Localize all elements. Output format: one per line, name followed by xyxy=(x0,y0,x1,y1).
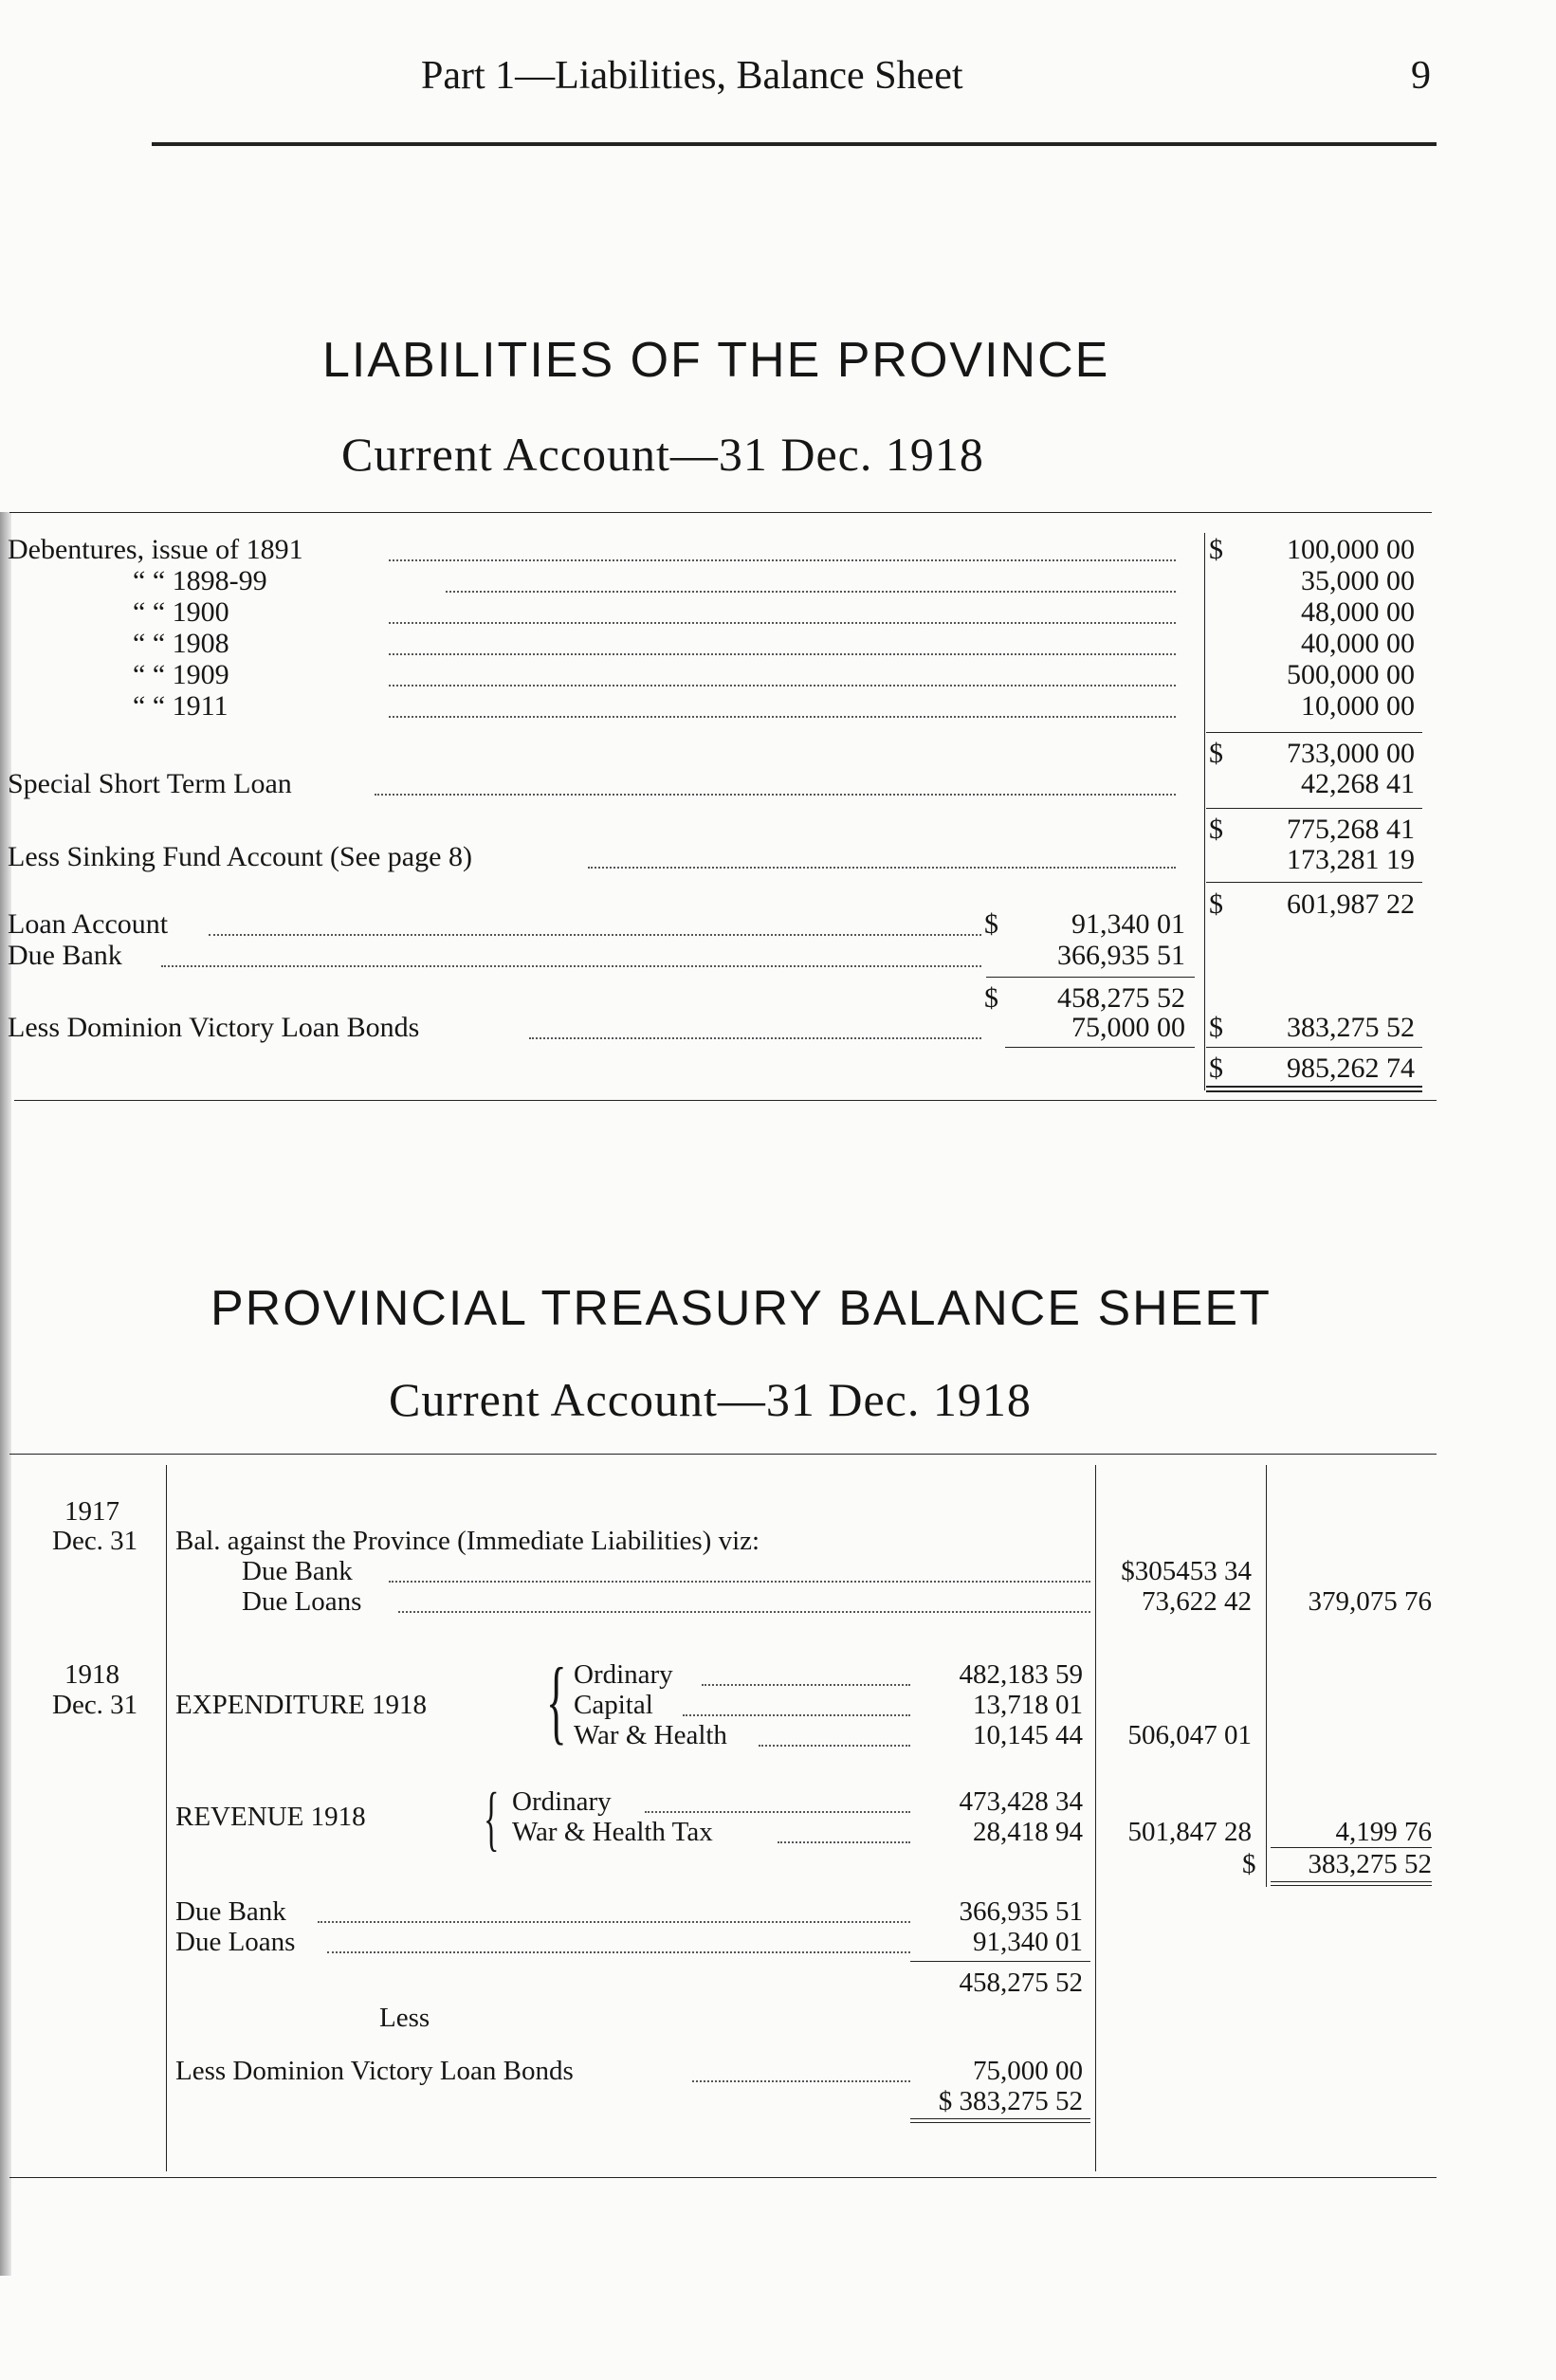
leader-dots xyxy=(778,1841,910,1843)
leader-dots xyxy=(161,965,981,967)
loan-subtotal: 458,275 52 xyxy=(1057,982,1185,1014)
dollar-sign: $ xyxy=(1242,1849,1256,1879)
balance-label: Bal. against the Province (Immediate Liabilities) viz: xyxy=(175,1526,760,1556)
due-loans-amount: 91,340 01 xyxy=(973,1927,1083,1957)
leader-dots xyxy=(588,867,1176,869)
sum-rule xyxy=(1005,1047,1195,1048)
leader-dots xyxy=(529,1037,981,1039)
dollar-sign: $ xyxy=(1209,1053,1223,1084)
subtotal-after-sinking: 601,987 22 xyxy=(1287,888,1415,920)
date-day: Dec. 31 xyxy=(52,1526,138,1556)
debenture-label: “ “ 1908 xyxy=(133,628,229,659)
dollar-sign: $ xyxy=(984,908,998,940)
dollar-sign: $ xyxy=(1209,534,1223,565)
due-loans-amount: 73,622 42 xyxy=(1142,1586,1252,1617)
debenture-label: “ “ 1911 xyxy=(133,690,229,722)
expenditure-total: 506,047 01 xyxy=(1127,1720,1252,1750)
date-day: Dec. 31 xyxy=(52,1690,138,1720)
leader-dots xyxy=(375,794,1176,796)
balance-total: 379,075 76 xyxy=(1308,1586,1432,1617)
revenue-item: War & Health Tax xyxy=(512,1817,713,1847)
victory-bonds-label: Less Dominion Victory Loan Bonds xyxy=(175,2056,574,2086)
running-header: Part 1—Liabilities, Balance Sheet xyxy=(421,54,963,98)
sum-rule xyxy=(1271,1847,1432,1848)
leader-dots xyxy=(389,1581,1090,1583)
special-loan-label: Special Short Term Loan xyxy=(8,768,292,799)
double-rule xyxy=(910,2118,1090,2119)
double-rule xyxy=(910,2122,1090,2123)
date-year: 1918 xyxy=(64,1659,119,1690)
debenture-amount: 500,000 00 xyxy=(1287,659,1415,690)
expenditure-amount: 13,718 01 xyxy=(973,1690,1083,1720)
debenture-label: Debentures, issue of 1891 xyxy=(8,534,303,565)
liabilities-subtitle: Current Account—31 Dec. 1918 xyxy=(341,428,984,481)
date-column-rule xyxy=(166,1465,167,2171)
due-bank-amount: 366,935 51 xyxy=(1057,940,1185,971)
debenture-amount: 40,000 00 xyxy=(1301,628,1415,659)
leader-dots xyxy=(318,1921,910,1923)
revenue-item: Ordinary xyxy=(512,1786,612,1817)
double-rule xyxy=(1271,1885,1432,1886)
revenue-total: 501,847 28 xyxy=(1127,1817,1252,1847)
double-rule xyxy=(1206,1090,1422,1092)
leader-dots xyxy=(692,2080,910,2082)
leader-dots xyxy=(389,653,1176,655)
expenditure-amount: 482,183 59 xyxy=(959,1659,1083,1690)
debenture-label: “ “ 1898-99 xyxy=(133,565,267,596)
liabilities-title: LIABILITIES OF THE PROVINCE xyxy=(322,333,1110,388)
leader-dots xyxy=(389,685,1176,687)
dollar-sign: $ xyxy=(1209,888,1223,920)
revenue-label: REVENUE 1918 xyxy=(175,1802,366,1832)
treasury-subtitle: Current Account—31 Dec. 1918 xyxy=(389,1373,1032,1426)
section-top-rule xyxy=(9,512,1432,513)
loan-account-label: Loan Account xyxy=(8,908,169,940)
leader-dots xyxy=(398,1611,1090,1613)
expenditure-amount: 10,145 44 xyxy=(973,1720,1083,1750)
sum-rule xyxy=(910,1961,1090,1962)
sum-rule xyxy=(1206,808,1422,809)
leader-dots xyxy=(645,1811,910,1813)
victory-bonds-amount: 75,000 00 xyxy=(1071,1012,1185,1043)
dollar-sign: $ xyxy=(1209,1012,1223,1043)
expenditure-item: War & Health xyxy=(574,1720,727,1750)
due-bank-label: Due Bank xyxy=(175,1896,286,1927)
sum-rule xyxy=(1206,882,1422,883)
page-number: 9 xyxy=(1411,54,1431,98)
amount-column-rule xyxy=(1204,533,1205,1090)
leader-dots xyxy=(759,1745,910,1747)
subtotal-with-special: 775,268 41 xyxy=(1287,814,1415,845)
loans-sum: 458,275 52 xyxy=(959,1968,1083,1998)
debenture-amount: 10,000 00 xyxy=(1301,690,1415,722)
less-label: Less xyxy=(379,2003,430,2033)
leader-dots xyxy=(209,934,981,936)
due-bank-label: Due Bank xyxy=(8,940,122,971)
brace-icon: { xyxy=(546,1648,567,1753)
leader-dots xyxy=(327,1951,910,1953)
victory-bonds-label: Less Dominion Victory Loan Bonds xyxy=(8,1012,420,1043)
revenue-amount: 473,428 34 xyxy=(959,1786,1083,1817)
expenditure-label: EXPENDITURE 1918 xyxy=(175,1690,428,1720)
column-rule xyxy=(1095,1465,1096,2171)
brace-icon: { xyxy=(484,1779,500,1858)
debenture-amount: 100,000 00 xyxy=(1287,534,1415,565)
difference-amount: 4,199 76 xyxy=(1335,1817,1432,1847)
date-year: 1917 xyxy=(64,1496,119,1527)
subtotal-debentures: 733,000 00 xyxy=(1287,738,1415,769)
sum-rule xyxy=(1206,732,1422,733)
section-bottom-rule xyxy=(14,1100,1437,1101)
sum-rule xyxy=(986,977,1195,978)
expenditure-item: Capital xyxy=(574,1690,653,1720)
revenue-amount: 28,418 94 xyxy=(973,1817,1083,1847)
debenture-label: “ “ 1900 xyxy=(133,596,229,628)
debenture-label: “ “ 1909 xyxy=(133,659,229,690)
loan-account-amount: 91,340 01 xyxy=(1071,908,1185,940)
victory-bonds-amount: 75,000 00 xyxy=(973,2056,1083,2086)
dollar-sign: $ xyxy=(1209,738,1223,769)
net-loan-amount: 383,275 52 xyxy=(1287,1012,1415,1043)
due-loans-label: Due Loans xyxy=(242,1586,362,1617)
due-bank-amount: 366,935 51 xyxy=(959,1896,1083,1927)
leader-dots xyxy=(702,1684,910,1686)
sinking-fund-amount: 173,281 19 xyxy=(1287,844,1415,875)
grand-total: 985,262 74 xyxy=(1287,1053,1415,1084)
ledger-top-rule xyxy=(9,1454,1437,1455)
leader-dots xyxy=(446,591,1176,593)
due-loans-label: Due Loans xyxy=(175,1927,296,1957)
double-rule xyxy=(1206,1086,1422,1088)
net-result: $ 383,275 52 xyxy=(938,2086,1083,2116)
debenture-amount: 35,000 00 xyxy=(1301,565,1415,596)
leader-dots xyxy=(389,559,1176,561)
final-total: 383,275 52 xyxy=(1308,1849,1432,1879)
debenture-amount: 48,000 00 xyxy=(1301,596,1415,628)
treasury-title: PROVINCIAL TREASURY BALANCE SHEET xyxy=(211,1281,1272,1336)
header-rule xyxy=(152,142,1437,146)
column-rule xyxy=(1266,1465,1267,1887)
expenditure-item: Ordinary xyxy=(574,1659,673,1690)
due-bank-amount: $305453 34 xyxy=(1121,1556,1252,1586)
ledger-bottom-rule xyxy=(9,2177,1437,2178)
sum-rule xyxy=(1206,1047,1422,1048)
special-loan-amount: 42,268 41 xyxy=(1301,768,1415,799)
due-bank-label: Due Bank xyxy=(242,1556,353,1586)
double-rule xyxy=(1271,1881,1432,1882)
dollar-sign: $ xyxy=(1209,814,1223,845)
leader-dots xyxy=(389,716,1176,718)
leader-dots xyxy=(389,622,1176,624)
sinking-fund-label: Less Sinking Fund Account (See page 8) xyxy=(8,841,472,872)
dollar-sign: $ xyxy=(984,982,998,1014)
leader-dots xyxy=(683,1714,910,1716)
